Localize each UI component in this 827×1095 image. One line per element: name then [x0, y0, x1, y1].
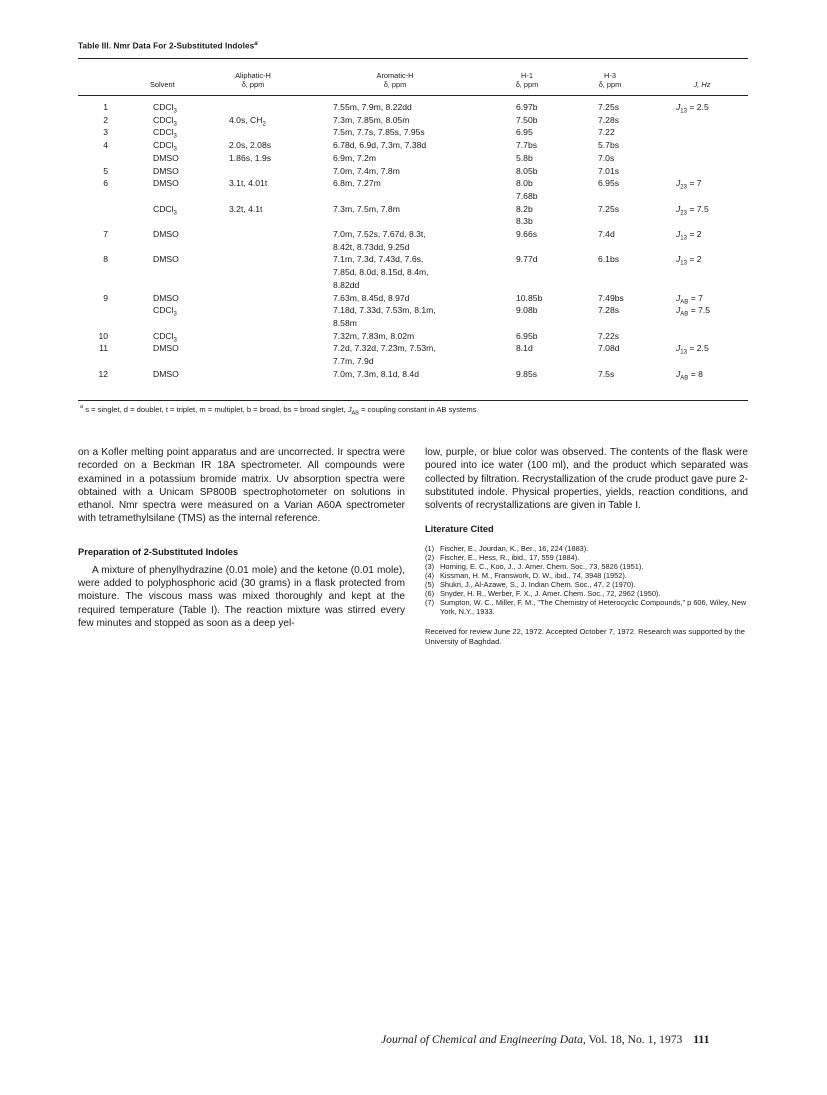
h1-cell: 5.8b	[516, 152, 533, 163]
row-number: 7	[103, 229, 108, 239]
table-header-rule	[78, 95, 748, 96]
table-caption-text: Table III. Nmr Data For 2-Substituted Indoles	[78, 41, 255, 51]
h3-cell: 6.1bs	[598, 254, 620, 265]
reference-number: (5)	[425, 580, 435, 590]
journal-name: Journal of Chemical and Engineering Data,	[381, 1033, 586, 1046]
h3-cell: 7.4d	[598, 229, 615, 239]
footnote-text: s = singlet, d = doublet, t = triplet, m = multiplet, b = broad, bs = broad singlet, $J_{AB}$ = coupling constant in AB systems.	[85, 404, 479, 417]
reference-number: (7)	[425, 597, 435, 607]
aromatic-cell: 7.0m, 7.3m, 8.1d, 8.4d	[333, 368, 419, 379]
header-h3	[588, 71, 632, 89]
h3-cell: 7.25s	[598, 102, 620, 112]
h3-cell: 5.7bs	[598, 140, 620, 151]
section-heading-literature: Literature Cited	[425, 524, 494, 535]
h3-cell: 7.28s	[598, 114, 620, 125]
h1-cell: 6.95	[516, 127, 533, 138]
table-caption-footnote-mark: a	[254, 41, 258, 47]
solvent-cell: DMSO	[153, 152, 179, 163]
continuation-paragraph: low, purple, or blue color was observed. The contents of the flask were poured into ice water (100 ml), and the product which separated was collected by filtration. Recrystallization of the crude product gave pure 2-substituted indole. Physical properties, yields, reaction conditions, and solvents of recrystallizations are given in Table I.	[425, 447, 748, 512]
table-row	[0, 266, 827, 278]
aromatic-cell: 7.18d, 7.33d, 7.53m, 8.1m,	[333, 305, 436, 316]
solvent-cell: DMSO	[153, 292, 179, 303]
aliphatic-cell: 2.0s, 2.08s	[229, 140, 272, 151]
h1-cell: 8.0b	[516, 178, 533, 189]
table-footnote	[80, 404, 479, 416]
coupling-cell: $J_{13} = 2$	[676, 254, 702, 268]
reference-text: Sumpton, W. C., Miller, F. M., "The Chemistry of Heterocyclic Compounds," p 606, Wiley, New York, N.Y., 1933.	[440, 597, 747, 616]
right-column	[425, 446, 748, 646]
solvent-cell: DMSO	[153, 343, 179, 354]
table-row	[0, 101, 827, 113]
solvent-cell: CDCl$_3$	[153, 114, 177, 128]
reference-number: (6)	[425, 589, 435, 599]
aromatic-cell: 6.78d, 6.9d, 7.3m, 7.38d	[333, 140, 427, 151]
coupling-cell: $J_{13} = 2.5$	[676, 102, 709, 115]
table-row	[0, 241, 827, 253]
coupling-cell: $J_{AB} = 7.5$	[676, 305, 711, 318]
aliphatic-cell: 3.2t, 4.1t	[229, 203, 263, 214]
aromatic-cell: 8.58m	[333, 317, 357, 328]
row-number: 8	[103, 254, 108, 265]
aliphatic-cell: 4.0s, $CH_2$	[229, 114, 266, 128]
methods-paragraph: on a Kofler melting point apparatus and are uncorrected. Ir spectra were recorded on a Beckman IR 18A spectrometer. All compounds were examined in a potassium bromide matrix. Uv absorption spectra were obtained with a Unicam SP800B spectrophotometer on solutions in ethanol. Nmr spectra were measured on a Varian A60A spectrometer with tetramethylsilane (TMS) as the internal reference.	[78, 447, 405, 525]
solvent-cell: CDCl$_3$	[153, 330, 177, 344]
table-row	[0, 368, 827, 380]
table-row	[0, 215, 827, 227]
solvent-cell: DMSO	[153, 368, 179, 379]
journal-footer	[381, 1033, 709, 1046]
footnote-mark: a	[80, 404, 84, 410]
solvent-cell: CDCl$_3$	[153, 140, 177, 153]
preparation-paragraph: A mixture of phenylhydrazine (0.01 mole) and the ketone (0.01 mole), were added to polyphosphoric acid (30 grams) in a flask protected from moisture. The viscous mass was mixed thoroughly and kept at the required temperature (Table I). The reaction mixture was stirred every few minutes and stopped as soon as a deep yel-	[78, 564, 405, 629]
coupling-cell: $J_{AB} = 8$	[676, 368, 703, 382]
h1-cell: 9.77d	[516, 254, 538, 265]
aromatic-cell: 6.9m, 7.2m	[333, 152, 376, 163]
table-row	[0, 139, 827, 151]
solvent-cell: CDCl$_3$	[153, 203, 177, 217]
table-caption	[78, 41, 258, 51]
table-top-rule	[78, 58, 748, 59]
row-number: 4	[103, 140, 108, 151]
row-number: 9	[103, 292, 108, 303]
row-number: 12	[98, 368, 108, 379]
aromatic-cell: 7.32m, 7.83m, 8.02m	[333, 330, 415, 341]
h3-cell: 6.95s	[598, 178, 620, 189]
h3-cell: 7.22s	[598, 330, 620, 341]
h1-cell: 7.50b	[516, 114, 538, 125]
table-row	[0, 279, 827, 291]
table-row	[0, 114, 827, 126]
aromatic-cell: 7.1m, 7.3d, 7.43d, 7.6s,	[333, 254, 424, 265]
reference-text: Horning, E. C., Koo, J., J. Amer. Chem. Soc., 73, 5826 (1951).	[440, 562, 644, 572]
aromatic-cell: 7.5m, 7.7s, 7.85s, 7.95s	[333, 127, 425, 138]
header-h1-unit: δ, ppm	[515, 80, 539, 89]
h1-cell: 7.7bs	[516, 140, 538, 151]
aromatic-cell: 7.85d, 8.0d, 8.15d, 8.4m,	[333, 267, 429, 278]
table-row	[0, 330, 827, 342]
section-heading-preparation: Preparation of 2-Substituted Indoles	[78, 546, 239, 557]
header-h3-label: H-3	[604, 71, 616, 80]
page-number: 111	[693, 1033, 710, 1046]
solvent-cell: DMSO	[153, 165, 179, 176]
coupling-cell: $J_{AB} = 7$	[676, 292, 703, 306]
table-row	[0, 203, 827, 215]
aromatic-cell: 8.82dd	[333, 279, 360, 290]
h1-cell: 9.85s	[516, 368, 538, 379]
h1-cell: 8.1d	[516, 343, 533, 354]
coupling-cell: $J_{13} = 2$	[676, 229, 702, 242]
table-row	[0, 228, 827, 240]
solvent-cell: DMSO	[153, 229, 179, 239]
h1-cell: 6.95b	[516, 330, 538, 341]
aromatic-cell: 7.3m, 7.85m, 8.05m	[333, 114, 410, 125]
solvent-cell: DMSO	[153, 254, 179, 265]
h3-cell: 7.49bs	[598, 292, 624, 303]
aliphatic-cell: 1.86s, 1.9s	[229, 152, 272, 163]
reference-text: Shukri, J., Al-Azawe, S., J. Indian Chem. Soc., 47, 2 (1970).	[440, 580, 636, 590]
table-row	[0, 355, 827, 367]
solvent-cell: CDCl$_3$	[153, 305, 177, 318]
h1-cell: 8.2b	[516, 203, 533, 214]
solvent-cell: CDCl$_3$	[153, 102, 177, 115]
aromatic-cell: 6.8m, 7.27m	[333, 178, 381, 189]
header-h1	[505, 71, 549, 89]
header-aliphatic-label: Aliphatic-H	[235, 71, 271, 80]
aromatic-cell: 8.42t, 8.73dd, 9.25d	[333, 241, 410, 252]
row-number: 5	[103, 165, 108, 176]
aromatic-cell: 7.0m, 7.4m, 7.8m	[333, 165, 400, 176]
reference-number: (4)	[425, 571, 435, 581]
row-number: 3	[103, 127, 108, 138]
reference-number: (2)	[425, 553, 435, 563]
row-number: 11	[99, 343, 108, 354]
aromatic-cell: 7.2d, 7.32d, 7.23m, 7.53m,	[333, 343, 436, 354]
aromatic-cell: 7.7m, 7.9d	[333, 356, 374, 366]
header-aliphatic	[218, 71, 288, 89]
reference-list	[425, 545, 748, 616]
row-number: 10	[98, 330, 108, 341]
table-row	[0, 304, 827, 316]
reference-item	[425, 599, 748, 617]
h1-cell: 9.66s	[516, 229, 538, 239]
h1-cell: 9.08b	[516, 305, 538, 316]
aromatic-cell: 7.0m, 7.52s, 7.67d, 8.3t,	[333, 229, 426, 239]
row-number: 1	[103, 102, 108, 112]
header-coupling: J, Hz	[693, 80, 711, 89]
header-aromatic-unit: δ, ppm	[383, 80, 407, 89]
table-row	[0, 342, 827, 357]
row-number: 6	[103, 178, 108, 189]
table-row	[0, 126, 827, 141]
table-row	[0, 292, 827, 304]
reference-text: Fischer, E., Hess, R., ibid., 17, 559 (1884).	[440, 553, 580, 563]
h1-cell: 8.05b	[516, 165, 538, 176]
h1-cell: 10.85b	[516, 292, 543, 303]
coupling-cell: $J_{23} = 7$	[676, 178, 702, 191]
table-row	[0, 253, 827, 268]
h3-cell: 7.5s	[598, 368, 615, 379]
coupling-cell: $J_{23} = 7.5$	[676, 203, 709, 217]
reference-number: (3)	[425, 562, 435, 572]
reference-text: Fischer, E., Jourdan, K., Ber., 16, 224 (1883).	[440, 544, 589, 554]
journal-volume: Vol. 18, No. 1, 1973	[588, 1033, 683, 1046]
header-aromatic	[355, 71, 435, 89]
h3-cell: 7.01s	[598, 165, 620, 176]
h3-cell: 7.28s	[598, 305, 620, 316]
reference-text: Snyder, H. R., Werber, F. X., J. Amer. Chem. Soc., 72, 2962 (1950).	[440, 589, 661, 599]
aromatic-cell: 7.3m, 7.5m, 7.8m	[333, 203, 400, 214]
solvent-cell: DMSO	[153, 178, 179, 189]
reference-text: Kissman, H. M., Franswork, D. W., ibid., 74, 3948 (1952).	[440, 571, 627, 581]
header-aliphatic-unit: δ, ppm	[241, 80, 265, 89]
table-row	[0, 190, 827, 202]
left-column	[78, 446, 405, 630]
solvent-cell: CDCl$_3$	[153, 127, 177, 141]
reference-number: (1)	[425, 544, 435, 554]
aromatic-cell: 7.55m, 7.9m, 8.22dd	[333, 102, 412, 112]
header-solvent: Solvent	[150, 80, 175, 89]
h3-cell: 7.22	[598, 127, 615, 138]
h3-cell: 7.0s	[598, 152, 615, 163]
table-row	[0, 177, 827, 189]
aromatic-cell: 7.63m, 8.45d, 8.97d	[333, 292, 410, 303]
header-aromatic-label: Aromatic-H	[376, 71, 414, 80]
h3-cell: 7.08d	[598, 343, 620, 354]
header-h1-label: H-1	[521, 71, 533, 80]
table-bottom-rule	[78, 400, 748, 401]
aliphatic-cell: 3.1t, 4.01t	[229, 178, 268, 189]
table-row	[0, 165, 827, 177]
h3-cell: 7.25s	[598, 203, 620, 214]
h1-cell: 6.97b	[516, 102, 538, 112]
h1-cell: 8.3b	[516, 216, 533, 227]
table-row	[0, 317, 827, 329]
received-note: Received for review June 22, 1972. Accepted October 7, 1972. Research was supported by the University of Baghdad.	[425, 626, 745, 646]
row-number: 2	[103, 114, 108, 125]
coupling-cell: $J_{13} = 2.5$	[676, 343, 709, 357]
table-row	[0, 152, 827, 164]
h1-cell: 7.68b	[516, 190, 538, 201]
header-h3-unit: δ, ppm	[598, 80, 622, 89]
